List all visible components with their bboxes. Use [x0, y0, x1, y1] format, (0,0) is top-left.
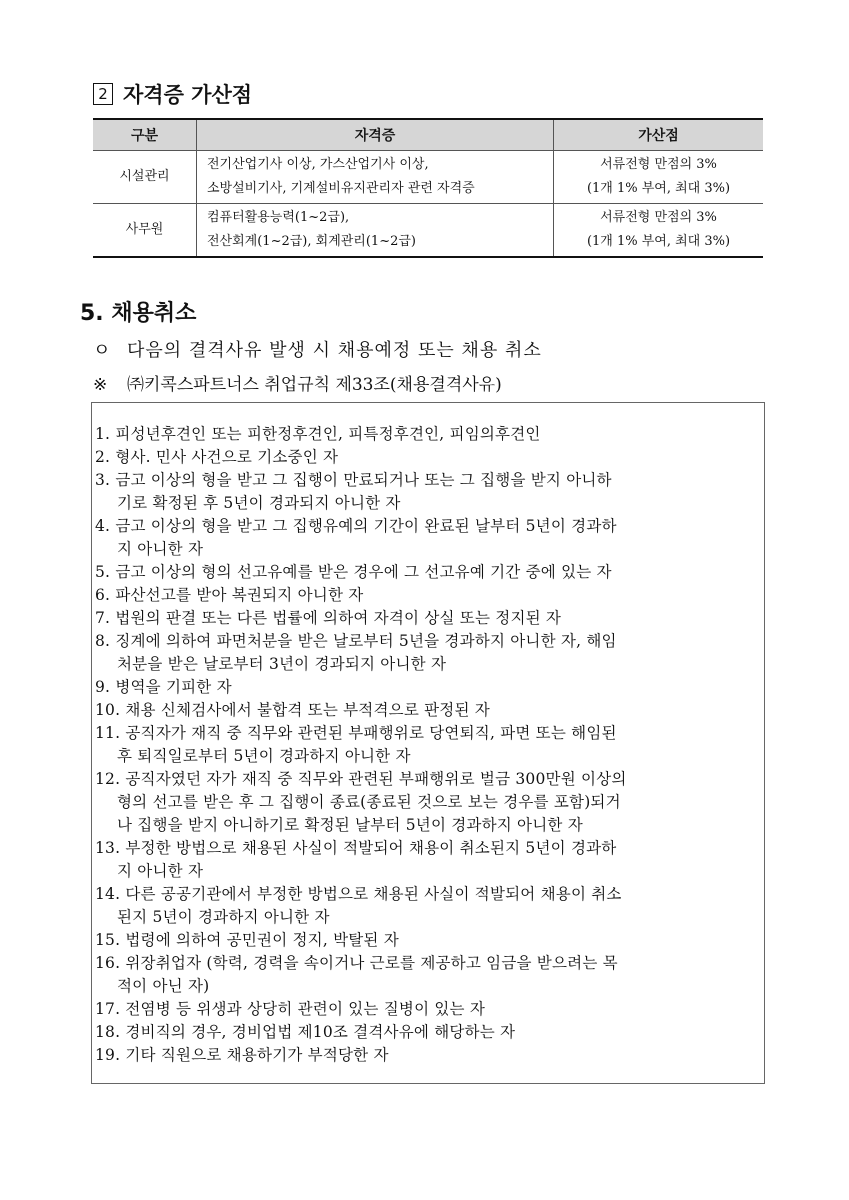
points-line: 서류전형 만점의 3% — [600, 210, 717, 225]
row-certificates — [197, 204, 554, 258]
bullet-text: 다음의 결격사유 발생 시 채용예정 또는 채용 취소 — [127, 340, 542, 361]
item-text: 17. 전염병 등 위생과 상당히 관련이 있는 질병이 있는 자 — [95, 1000, 486, 1018]
section-2-heading — [93, 80, 252, 108]
item-text: 5. 금고 이상의 형의 선고유예를 받은 경우에 그 선고유예 기간 중에 있는 자 — [95, 563, 612, 581]
list-item — [95, 998, 763, 1021]
section-number-box: 2 — [93, 83, 113, 105]
header-bonus-points: 가산점 — [554, 119, 764, 151]
item-continuation: 나 집행을 받지 아니하기로 확정된 날부터 5년이 경과하지 아니한 자 — [117, 816, 583, 834]
certificate-bonus-table — [93, 118, 763, 258]
note-mark: ※ — [93, 375, 108, 395]
item-text: 2. 형사. 민사 사건으로 기소중인 자 — [95, 448, 339, 466]
table-row — [93, 204, 763, 258]
points-line: (1개 1% 부여, 최대 3%) — [586, 234, 731, 249]
list-item — [95, 584, 763, 607]
item-text: 7. 법원의 판결 또는 다른 법률에 의하여 자격이 상실 또는 정지된 자 — [95, 609, 562, 627]
item-text: 14. 다른 공공기관에서 부정한 방법으로 채용된 사실이 적발되어 채용이 취소 — [95, 885, 622, 903]
item-text: 11. 공직자가 재직 중 직무와 관련된 부패행위로 당연퇴직, 파면 또는 해임된 — [95, 724, 617, 742]
list-item — [95, 561, 763, 584]
cert-line: 소방설비기사, 기계설비유지관리자 관련 자격증 — [207, 181, 475, 196]
list-item — [95, 1044, 763, 1067]
row-category: 시설관리 — [93, 151, 197, 204]
item-text: 19. 기타 직원으로 채용하기가 부적당한 자 — [95, 1046, 389, 1064]
list-item — [95, 699, 763, 722]
note-text: ㈜키콕스파트너스 취업규칙 제33조(채용결격사유) — [127, 375, 502, 395]
list-item — [95, 607, 763, 630]
section-5-title: 5. 채용취소 — [80, 301, 197, 326]
item-continuation: 지 아니한 자 — [117, 862, 204, 880]
table-row — [93, 151, 763, 204]
list-item — [95, 952, 763, 998]
section-2-title: 자격증 가산점 — [123, 83, 253, 107]
row-points — [554, 151, 764, 204]
bullet-line — [93, 336, 542, 362]
item-text: 18. 경비직의 경우, 경비업법 제10조 결격사유에 해당하는 자 — [95, 1023, 516, 1041]
item-text: 15. 법령에 의하여 공민권이 정지, 박탈된 자 — [95, 931, 399, 949]
list-item — [95, 630, 763, 676]
item-text: 1. 피성년후견인 또는 피한정후견인, 피특정후견인, 피임의후견인 — [95, 425, 541, 443]
item-text: 4. 금고 이상의 형을 받고 그 집행유예의 기간이 완료된 날부터 5년이 경과하 — [95, 517, 617, 535]
header-certificate: 자격증 — [197, 119, 554, 151]
item-text: 9. 병역을 기피한 자 — [95, 678, 232, 696]
item-text: 8. 징계에 의하여 파면처분을 받은 날로부터 5년을 경과하지 아니한 자, 해임 — [95, 632, 617, 650]
item-continuation: 형의 선고를 받은 후 그 집행이 종료(종료된 것으로 보는 경우를 포함)되거 — [117, 793, 621, 811]
item-continuation: 후 퇴직일로부터 5년이 경과하지 아니한 자 — [117, 747, 411, 765]
list-item — [95, 446, 763, 469]
row-certificates — [197, 151, 554, 204]
list-item — [95, 1021, 763, 1044]
table-header-row — [93, 119, 763, 151]
disqualification-box — [91, 402, 765, 1084]
cert-line: 전산회계(1~2급), 회계관리(1~2급) — [207, 234, 417, 249]
cert-line: 전기산업기사 이상, 가스산업기사 이상, — [207, 157, 429, 172]
row-points — [554, 204, 764, 258]
list-item — [95, 423, 763, 446]
item-text: 10. 채용 신체검사에서 불합격 또는 부적격으로 판정된 자 — [95, 701, 490, 719]
item-text: 16. 위장취업자 (학력, 경력을 속이거나 근로를 제공하고 임금을 받으려는 목 — [95, 954, 618, 972]
item-continuation: 기로 확정된 후 5년이 경과되지 아니한 자 — [117, 494, 401, 512]
item-text: 12. 공직자였던 자가 재직 중 직무와 관련된 부패행위로 벌금 300만원 이상의 — [95, 770, 627, 788]
list-item — [95, 722, 763, 768]
note-line — [93, 370, 502, 395]
list-item — [95, 768, 763, 837]
item-continuation: 처분을 받은 날로부터 3년이 경과되지 아니한 자 — [117, 655, 447, 673]
item-continuation: 적이 아닌 자) — [117, 977, 210, 995]
list-item — [95, 469, 763, 515]
item-text: 13. 부정한 방법으로 채용된 사실이 적발되어 채용이 취소된지 5년이 경과하 — [95, 839, 617, 857]
header-category: 구분 — [93, 119, 197, 151]
points-line: 서류전형 만점의 3% — [600, 157, 717, 172]
list-item — [95, 929, 763, 952]
row-category: 사무원 — [93, 204, 197, 258]
bullet-mark: ㅇ — [93, 340, 112, 361]
list-item — [95, 883, 763, 929]
item-text: 6. 파산선고를 받아 복권되지 아니한 자 — [95, 586, 364, 604]
item-continuation: 지 아니한 자 — [117, 540, 204, 558]
cert-line: 컴퓨터활용능력(1~2급), — [207, 210, 350, 225]
item-text: 3. 금고 이상의 형을 받고 그 집행이 만료되거나 또는 그 집행을 받지 아니하 — [95, 471, 612, 489]
points-line: (1개 1% 부여, 최대 3%) — [586, 181, 731, 196]
list-item — [95, 515, 763, 561]
list-item — [95, 676, 763, 699]
item-continuation: 된지 5년이 경과하지 아니한 자 — [117, 908, 330, 926]
list-item — [95, 837, 763, 883]
disqualification-list — [95, 423, 763, 1067]
